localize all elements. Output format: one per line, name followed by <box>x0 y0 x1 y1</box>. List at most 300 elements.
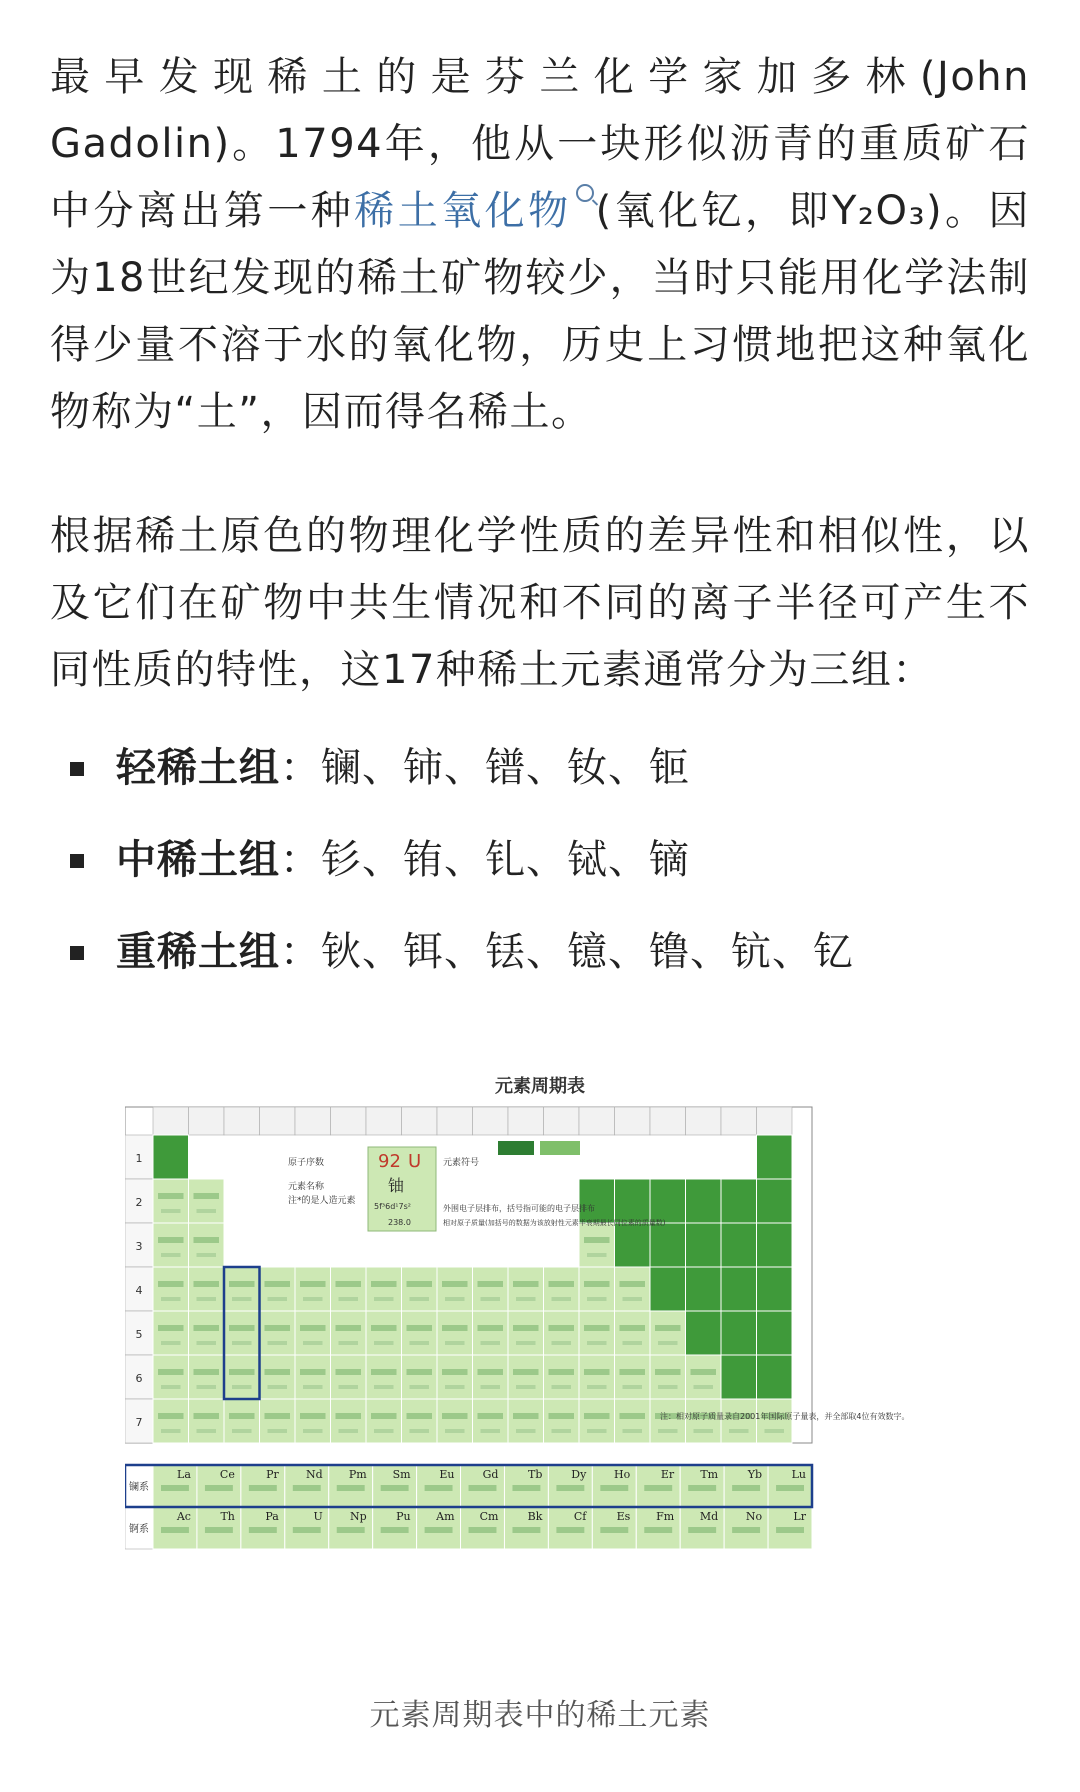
element-cell-mass-mark <box>658 1429 678 1433</box>
lanthanide-symbol: Tb <box>528 1468 543 1481</box>
element-cell-name-mark <box>478 1413 504 1419</box>
element-cell-name-mark <box>371 1413 397 1419</box>
element-cell-name-mark <box>584 1237 610 1243</box>
element-cell <box>615 1179 651 1223</box>
element-cell <box>544 1267 580 1311</box>
element-cell-mass-mark <box>516 1297 536 1301</box>
lanthanide-label: 镧系 <box>129 1482 149 1493</box>
legend-label-number: 原子序数 <box>288 1158 325 1168</box>
legend-swatch-nonmetal <box>498 1141 534 1155</box>
element-cell-mass-mark <box>339 1429 359 1433</box>
element-cell-name-mark <box>442 1325 468 1331</box>
element-cell <box>686 1355 722 1399</box>
element-cell-name-mark <box>194 1413 220 1419</box>
lanthanide-symbol: Tm <box>700 1468 719 1481</box>
element-cell-name-mark <box>407 1369 433 1375</box>
actinide-name-mark <box>600 1527 628 1533</box>
element-cell-mass-mark <box>765 1429 785 1433</box>
element-cell-name-mark <box>158 1369 184 1375</box>
element-cell <box>331 1399 367 1443</box>
element-cell <box>757 1135 793 1179</box>
element-cell <box>473 1355 509 1399</box>
group-header-cell <box>757 1107 793 1135</box>
element-cell <box>331 1355 367 1399</box>
element-cell-mass-mark <box>232 1385 252 1389</box>
article-body <box>50 44 1030 998</box>
element-cell-mass-mark <box>161 1429 181 1433</box>
element-cell-mass-mark <box>481 1341 501 1345</box>
actinide-name-mark <box>425 1527 453 1533</box>
element-cell-mass-mark <box>303 1429 323 1433</box>
element-cell <box>153 1135 189 1179</box>
actinide-name-mark <box>732 1527 760 1533</box>
element-cell <box>615 1355 651 1399</box>
group-elements: 镧、铈、镨、钕、钷 <box>321 745 690 791</box>
group-header-cell <box>650 1107 686 1135</box>
element-cell <box>615 1223 651 1267</box>
element-cell <box>402 1267 438 1311</box>
actinide-name-mark <box>688 1527 716 1533</box>
element-cell <box>721 1223 757 1267</box>
element-cell <box>544 1355 580 1399</box>
element-cell <box>757 1399 793 1443</box>
group-header-cell <box>473 1107 509 1135</box>
lanthanide-name-mark <box>293 1485 321 1491</box>
element-cell <box>260 1399 296 1443</box>
legend-swatch-metal <box>540 1141 580 1155</box>
element-cell-mass-mark <box>374 1385 394 1389</box>
paragraph-classification: 根据稀土原色的物理化学性质的差异性和相似性，以及它们在矿物中共生情况和不同的离子半径可产生不同性质的特性，这17种稀土元素通常分为三组： <box>50 513 1030 693</box>
rare-earth-group-list <box>50 722 1030 998</box>
element-cell-mass-mark <box>410 1385 430 1389</box>
element-cell-mass-mark <box>197 1253 217 1257</box>
element-cell-name-mark <box>442 1413 468 1419</box>
element-cell-name-mark <box>158 1237 184 1243</box>
lanthanide-name-mark <box>732 1485 760 1491</box>
lanthanide-symbol: Eu <box>439 1468 455 1481</box>
element-cell <box>650 1311 686 1355</box>
group-name: 重稀土组 <box>116 929 280 975</box>
group-header-cell <box>224 1107 260 1135</box>
lanthanide-symbol: Yb <box>747 1468 763 1481</box>
actinide-symbol: Es <box>616 1510 631 1523</box>
element-cell-name-mark <box>229 1369 255 1375</box>
element-cell-name-mark <box>655 1369 681 1375</box>
element-cell-name-mark <box>300 1281 326 1287</box>
element-cell <box>153 1179 189 1223</box>
element-cell-name-mark <box>158 1281 184 1287</box>
actinide-symbol: Ac <box>176 1510 191 1523</box>
element-cell <box>686 1399 722 1443</box>
element-cell <box>437 1355 473 1399</box>
element-cell-mass-mark <box>623 1341 643 1345</box>
periodic-table-figure[interactable] <box>125 1060 955 1650</box>
actinide-symbol: Fm <box>656 1510 675 1523</box>
element-cell <box>544 1311 580 1355</box>
element-cell-name-mark <box>549 1281 575 1287</box>
legend-number: 92 <box>378 1151 401 1172</box>
element-cell <box>437 1311 473 1355</box>
group-header-cell <box>437 1107 473 1135</box>
element-cell <box>508 1355 544 1399</box>
lanthanide-symbol: Lu <box>791 1468 806 1481</box>
element-cell <box>721 1179 757 1223</box>
element-cell <box>153 1311 189 1355</box>
element-cell <box>508 1399 544 1443</box>
element-cell <box>295 1399 331 1443</box>
element-cell-mass-mark <box>303 1341 323 1345</box>
element-cell-name-mark <box>265 1413 291 1419</box>
element-cell <box>686 1267 722 1311</box>
element-cell-mass-mark <box>445 1429 465 1433</box>
element-cell <box>437 1267 473 1311</box>
element-cell <box>224 1267 260 1311</box>
element-cell <box>579 1223 615 1267</box>
element-cell-name-mark <box>371 1369 397 1375</box>
element-cell <box>721 1355 757 1399</box>
element-cell <box>757 1267 793 1311</box>
element-cell-name-mark <box>194 1325 220 1331</box>
lanthanide-name-mark <box>556 1485 584 1491</box>
element-cell <box>508 1267 544 1311</box>
element-cell <box>686 1179 722 1223</box>
actinide-symbol: Am <box>436 1510 455 1523</box>
element-cell-name-mark <box>407 1413 433 1419</box>
lanthanide-symbol: Dy <box>571 1468 587 1481</box>
element-cell <box>721 1399 757 1443</box>
actinide-name-mark <box>469 1527 497 1533</box>
element-cell-name-mark <box>336 1325 362 1331</box>
element-cell-mass-mark <box>516 1429 536 1433</box>
element-cell <box>721 1267 757 1311</box>
element-cell-mass-mark <box>374 1429 394 1433</box>
element-cell-name-mark <box>265 1369 291 1375</box>
legend-symbol: U <box>408 1151 422 1172</box>
element-cell-name-mark <box>300 1369 326 1375</box>
element-cell-mass-mark <box>552 1385 572 1389</box>
group-header-cell <box>508 1107 544 1135</box>
group-header-cell <box>579 1107 615 1135</box>
period-label: 3 <box>135 1240 143 1253</box>
element-cell-mass-mark <box>694 1429 714 1433</box>
element-cell-mass-mark <box>374 1297 394 1301</box>
element-cell-mass-mark <box>161 1297 181 1301</box>
element-cell <box>473 1399 509 1443</box>
period-label: 5 <box>135 1328 143 1341</box>
group-elements: 钐、铕、钆、铽、镝 <box>321 837 690 883</box>
element-cell <box>295 1355 331 1399</box>
lanthanide-symbol: Pm <box>348 1468 367 1481</box>
group-header-cell <box>402 1107 438 1135</box>
group-header-cell <box>331 1107 367 1135</box>
element-cell-name-mark <box>265 1325 291 1331</box>
element-cell <box>189 1223 225 1267</box>
element-cell-mass-mark <box>268 1429 288 1433</box>
period-label: 6 <box>135 1372 143 1385</box>
element-cell <box>579 1267 615 1311</box>
element-cell <box>650 1399 686 1443</box>
element-cell-name-mark <box>478 1369 504 1375</box>
actinide-symbol: Cf <box>573 1510 587 1523</box>
actinide-symbol: Cm <box>479 1510 499 1523</box>
lanthanide-symbol: Er <box>660 1468 675 1481</box>
element-cell-name-mark <box>549 1369 575 1375</box>
element-cell-name-mark <box>194 1281 220 1287</box>
element-cell-name-mark <box>620 1281 646 1287</box>
actinide-symbol: Th <box>220 1510 235 1523</box>
element-cell-mass-mark <box>445 1297 465 1301</box>
element-cell-mass-mark <box>623 1429 643 1433</box>
paragraph-history <box>50 44 1030 446</box>
element-cell <box>366 1355 402 1399</box>
footnote: 注：相对原子质量录自2001年国际原子量表，并全部取4位有效数字。 <box>660 1412 910 1421</box>
element-cell-mass-mark <box>161 1341 181 1345</box>
element-cell-mass-mark <box>303 1297 323 1301</box>
group-name: 轻稀土组 <box>116 745 280 791</box>
element-cell-mass-mark <box>481 1297 501 1301</box>
element-cell <box>402 1355 438 1399</box>
element-cell-mass-mark <box>339 1385 359 1389</box>
element-cell-name-mark <box>158 1325 184 1331</box>
element-cell-mass-mark <box>339 1341 359 1345</box>
element-cell <box>721 1311 757 1355</box>
group-separator: ： <box>280 837 321 883</box>
lanthanide-symbol: La <box>177 1468 191 1481</box>
element-cell-name-mark <box>478 1325 504 1331</box>
actinide-name-mark <box>556 1527 584 1533</box>
element-cell-name-mark <box>442 1281 468 1287</box>
element-cell-mass-mark <box>197 1341 217 1345</box>
element-cell <box>331 1267 367 1311</box>
element-cell-mass-mark <box>552 1429 572 1433</box>
element-cell-mass-mark <box>232 1297 252 1301</box>
element-cell <box>224 1311 260 1355</box>
search-icon[interactable] <box>576 184 594 202</box>
actinide-name-mark <box>161 1527 189 1533</box>
lanthanide-name-mark <box>512 1485 540 1491</box>
element-cell-mass-mark <box>268 1385 288 1389</box>
element-cell <box>189 1267 225 1311</box>
actinide-name-mark <box>337 1527 365 1533</box>
actinide-name-mark <box>205 1527 233 1533</box>
element-cell-name-mark <box>513 1369 539 1375</box>
legend-config: 5f³6d¹7s² <box>374 1202 411 1211</box>
element-cell-name-mark <box>229 1325 255 1331</box>
lanthanide-name-mark <box>381 1485 409 1491</box>
paragraph-history-text-1: 最早发现稀土的是芬兰化学家加多林(John Gadolin)。1794年，他从一块形似沥青的重质矿石中分离出第一种 <box>50 54 1030 234</box>
group-separator: ： <box>280 745 321 791</box>
element-cell-name-mark <box>513 1325 539 1331</box>
element-cell-name-mark <box>691 1369 717 1375</box>
list-item-light-group <box>50 722 1030 814</box>
element-cell-mass-mark <box>587 1429 607 1433</box>
group-name: 中稀土组 <box>116 837 280 883</box>
lanthanide-name-mark <box>161 1485 189 1491</box>
element-cell-name-mark <box>229 1413 255 1419</box>
element-cell-mass-mark <box>587 1385 607 1389</box>
element-cell-mass-mark <box>303 1385 323 1389</box>
bullet-icon <box>70 854 84 868</box>
element-cell-mass-mark <box>161 1209 181 1213</box>
legend-label-name: 元素名称 <box>288 1182 325 1192</box>
element-cell <box>508 1311 544 1355</box>
element-cell <box>757 1355 793 1399</box>
element-cell <box>650 1179 686 1223</box>
lanthanide-name-mark <box>644 1485 672 1491</box>
element-cell-mass-mark <box>658 1341 678 1345</box>
lanthanide-name-mark <box>469 1485 497 1491</box>
element-cell-name-mark <box>549 1325 575 1331</box>
group-header-cell <box>721 1107 757 1135</box>
element-cell-name-mark <box>655 1325 681 1331</box>
actinide-symbol: Bk <box>527 1510 543 1523</box>
legend-label-symbol: 元素符号 <box>443 1158 480 1168</box>
group-header-cell <box>189 1107 225 1135</box>
periodic-table-image <box>125 1060 955 1650</box>
element-cell <box>757 1311 793 1355</box>
element-cell <box>757 1179 793 1223</box>
element-cell <box>189 1355 225 1399</box>
element-cell <box>686 1223 722 1267</box>
element-cell-mass-mark <box>197 1209 217 1213</box>
element-cell-mass-mark <box>445 1341 465 1345</box>
legend-name: 铀 <box>388 1176 405 1195</box>
element-cell <box>402 1311 438 1355</box>
element-cell-mass-mark <box>516 1341 536 1345</box>
element-cell <box>650 1267 686 1311</box>
element-cell-name-mark <box>584 1325 610 1331</box>
lanthanide-symbol: Sm <box>392 1468 411 1481</box>
period-label: 2 <box>135 1196 143 1209</box>
actinide-label: 锕系 <box>129 1524 149 1535</box>
element-cell <box>366 1267 402 1311</box>
group-header-cell <box>615 1107 651 1135</box>
element-cell <box>579 1311 615 1355</box>
element-cell <box>189 1311 225 1355</box>
element-cell <box>295 1311 331 1355</box>
element-cell <box>260 1355 296 1399</box>
lanthanide-name-mark <box>776 1485 804 1491</box>
element-cell-mass-mark <box>658 1385 678 1389</box>
element-cell <box>153 1355 189 1399</box>
element-cell-name-mark <box>584 1281 610 1287</box>
actinide-name-mark <box>381 1527 409 1533</box>
element-cell-name-mark <box>620 1413 646 1419</box>
element-cell-mass-mark <box>552 1341 572 1345</box>
element-cell <box>615 1267 651 1311</box>
element-cell-mass-mark <box>516 1385 536 1389</box>
element-cell <box>366 1399 402 1443</box>
legend-mass: 238.0 <box>388 1218 411 1227</box>
actinide-symbol: Pa <box>265 1510 279 1523</box>
element-cell-mass-mark <box>339 1297 359 1301</box>
element-cell-mass-mark <box>623 1297 643 1301</box>
group-separator: ： <box>280 929 321 975</box>
period-label: 4 <box>135 1284 143 1297</box>
figure-title: 元素周期表 <box>495 1076 585 1097</box>
element-cell <box>615 1399 651 1443</box>
element-cell-name-mark <box>407 1325 433 1331</box>
element-cell-mass-mark <box>481 1429 501 1433</box>
element-cell-name-mark <box>158 1193 184 1199</box>
actinide-symbol: Np <box>349 1510 367 1523</box>
element-cell-mass-mark <box>587 1341 607 1345</box>
element-cell-mass-mark <box>232 1341 252 1345</box>
element-cell-name-mark <box>265 1281 291 1287</box>
element-cell <box>650 1355 686 1399</box>
element-cell <box>579 1399 615 1443</box>
element-cell-name-mark <box>194 1369 220 1375</box>
element-cell-name-mark <box>620 1369 646 1375</box>
element-cell-mass-mark <box>729 1429 749 1433</box>
actinide-name-mark <box>293 1527 321 1533</box>
element-cell-name-mark <box>194 1237 220 1243</box>
element-cell <box>224 1355 260 1399</box>
element-cell-name-mark <box>442 1369 468 1375</box>
element-cell-name-mark <box>300 1325 326 1331</box>
lanthanide-symbol: Pr <box>266 1468 279 1481</box>
element-cell-mass-mark <box>445 1385 465 1389</box>
period-label: 1 <box>135 1152 143 1165</box>
actinide-name-mark <box>644 1527 672 1533</box>
element-cell-name-mark <box>336 1369 362 1375</box>
element-cell-name-mark <box>336 1281 362 1287</box>
element-cell <box>260 1311 296 1355</box>
element-cell <box>650 1223 686 1267</box>
element-cell-mass-mark <box>197 1297 217 1301</box>
element-cell <box>686 1311 722 1355</box>
element-cell <box>579 1355 615 1399</box>
element-cell-mass-mark <box>374 1341 394 1345</box>
element-cell <box>153 1399 189 1443</box>
element-cell <box>295 1267 331 1311</box>
element-cell-mass-mark <box>481 1385 501 1389</box>
element-cell <box>153 1223 189 1267</box>
figure-caption: 元素周期表中的稀土元素 <box>369 1698 711 1733</box>
lanthanide-symbol: Nd <box>306 1468 323 1481</box>
element-cell-name-mark <box>620 1325 646 1331</box>
element-cell-name-mark <box>194 1193 220 1199</box>
element-cell-mass-mark <box>161 1385 181 1389</box>
element-cell-name-mark <box>549 1413 575 1419</box>
element-cell <box>189 1179 225 1223</box>
element-cell <box>473 1267 509 1311</box>
element-cell <box>189 1399 225 1443</box>
element-cell-name-mark <box>371 1281 397 1287</box>
element-cell-name-mark <box>513 1413 539 1419</box>
element-cell <box>473 1311 509 1355</box>
period-label: 7 <box>135 1416 143 1429</box>
element-cell-mass-mark <box>197 1429 217 1433</box>
group-header-cell <box>295 1107 331 1135</box>
legend-note-mass: 相对原子质量(加括号的数据为该放射性元素半衰期最长同位素的质量数) <box>443 1219 666 1227</box>
lanthanide-name-mark <box>688 1485 716 1491</box>
element-cell <box>331 1311 367 1355</box>
group-header-cell <box>544 1107 580 1135</box>
lanthanide-name-mark <box>337 1485 365 1491</box>
element-cell-mass-mark <box>410 1341 430 1345</box>
element-cell-name-mark <box>371 1325 397 1331</box>
legend-note-mark: 注*的是人造元素 <box>288 1196 356 1206</box>
legend-note-config: 外围电子层排布，括号指可能的电子层排布 <box>443 1204 595 1213</box>
group-header-cell <box>153 1107 189 1135</box>
element-cell-mass-mark <box>623 1385 643 1389</box>
element-cell-mass-mark <box>410 1297 430 1301</box>
element-cell-mass-mark <box>552 1297 572 1301</box>
rare-earth-oxide-link[interactable]: 稀土氧化物 <box>354 188 572 234</box>
element-cell-mass-mark <box>268 1341 288 1345</box>
lanthanide-name-mark <box>600 1485 628 1491</box>
